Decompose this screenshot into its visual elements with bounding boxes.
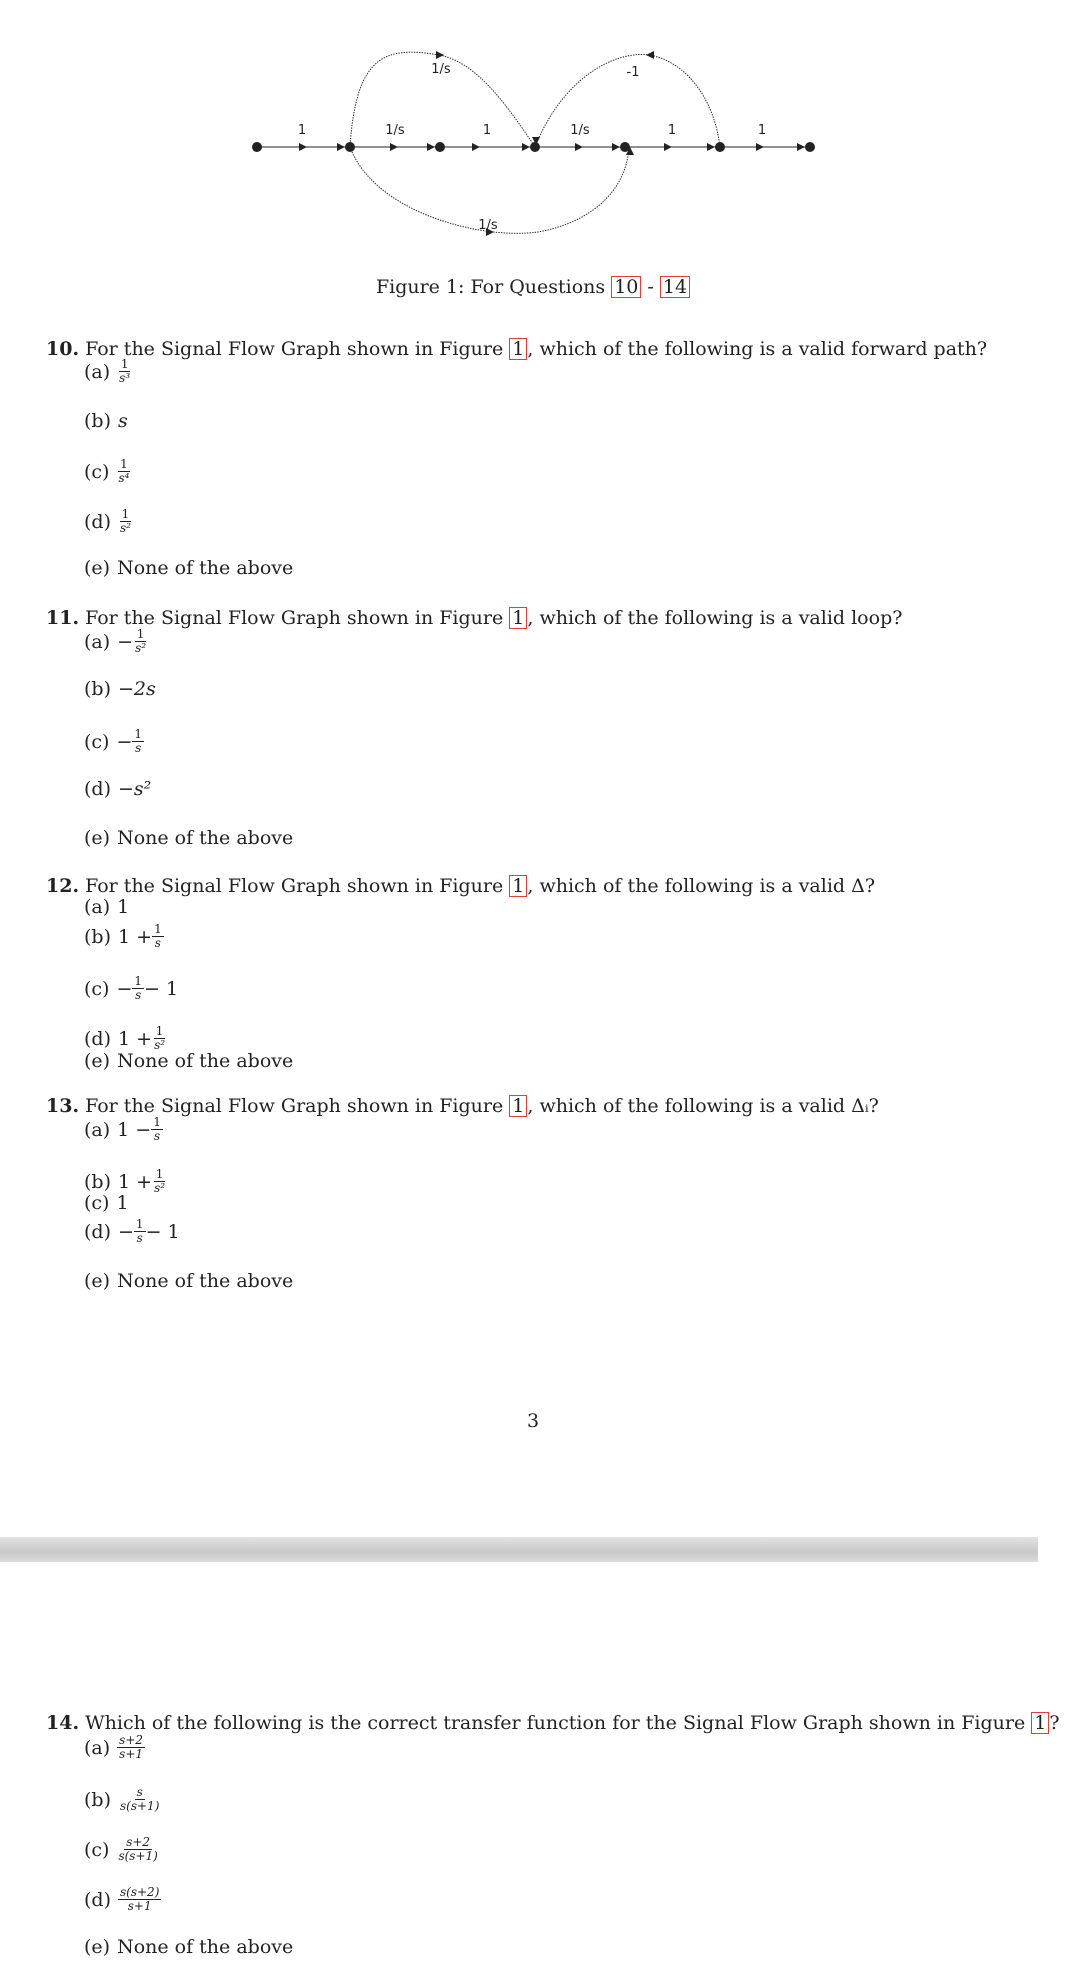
branch-label: 1 xyxy=(667,123,677,138)
fraction-numerator: 1 xyxy=(120,457,128,471)
fraction xyxy=(152,1168,167,1195)
answer-option[interactable] xyxy=(84,508,133,535)
option-prefix: − xyxy=(116,730,133,753)
option-label: (e) xyxy=(84,557,111,579)
page-separator xyxy=(0,1537,1038,1562)
fraction-numerator: 1 xyxy=(155,1024,164,1038)
option-label: (a) xyxy=(84,1118,111,1141)
caption-text: Figure 1: For Questions xyxy=(375,276,612,298)
figure-caption xyxy=(0,276,1066,298)
answer-option[interactable] xyxy=(84,728,144,755)
answer-option[interactable] xyxy=(84,628,148,655)
answer-option[interactable] xyxy=(84,896,129,918)
fraction xyxy=(118,508,133,535)
answer-option[interactable] xyxy=(84,458,131,485)
answer-option[interactable] xyxy=(84,1025,167,1052)
fraction-denominator: s(s+1) xyxy=(118,1849,158,1863)
question-text xyxy=(46,338,987,360)
option-label: (b) xyxy=(84,925,111,948)
option-label: (a) xyxy=(84,360,111,383)
question-number: 14. xyxy=(46,1712,80,1734)
page-4 xyxy=(0,1562,1038,1976)
option-prefix: 1 − xyxy=(117,1118,152,1141)
option-label: (b) xyxy=(84,1170,111,1193)
fraction xyxy=(152,1025,167,1052)
question-text xyxy=(46,1095,879,1117)
option-prefix: 1 + xyxy=(118,1027,153,1050)
answer-option[interactable] xyxy=(84,975,178,1002)
question-text xyxy=(46,875,875,897)
branch-label: 1 xyxy=(482,123,492,138)
option-label: (e) xyxy=(84,1270,111,1292)
caption-separator: - xyxy=(641,276,660,298)
node xyxy=(252,142,262,152)
question-text xyxy=(46,1712,1060,1734)
arrow-icon xyxy=(472,143,480,151)
option-value: None of the above xyxy=(117,1050,294,1072)
answer-option[interactable] xyxy=(84,1936,293,1958)
fraction-numerator: 1 xyxy=(136,627,145,641)
fraction-denominator: s² xyxy=(135,641,147,655)
signal-flow-graph xyxy=(240,40,820,250)
answer-option[interactable] xyxy=(84,1192,129,1214)
node xyxy=(435,142,445,152)
fraction-denominator: s(s+1) xyxy=(120,1799,160,1813)
fraction-denominator: s³ xyxy=(119,371,131,385)
fraction xyxy=(132,975,144,1002)
option-prefix: 1 + xyxy=(118,925,153,948)
arrow-icon xyxy=(390,143,398,151)
fraction xyxy=(134,1218,146,1245)
option-label: (d) xyxy=(84,1888,111,1911)
fraction-denominator: s xyxy=(136,1231,143,1245)
question-number: 11. xyxy=(46,607,80,629)
option-prefix: − xyxy=(118,1220,134,1243)
branch-label: -1 xyxy=(626,65,640,80)
fraction xyxy=(117,358,132,385)
fraction xyxy=(132,728,144,755)
option-suffix: − 1 xyxy=(144,977,179,1000)
answer-option[interactable] xyxy=(84,1218,180,1245)
node xyxy=(345,142,355,152)
arrow-icon xyxy=(664,143,672,151)
question-body: For the Signal Flow Graph shown in Figure xyxy=(79,875,510,897)
arrow-icon xyxy=(299,143,307,151)
fraction-denominator: s xyxy=(154,936,161,950)
question-body: , which of the following is a valid loop? xyxy=(527,607,903,629)
question-text xyxy=(46,607,902,629)
question-body: , which of the following is a valid Δᵢ? xyxy=(527,1095,879,1117)
answer-option[interactable] xyxy=(84,1786,161,1813)
option-label: (b) xyxy=(84,678,111,700)
figure-ref-link[interactable]: 1 xyxy=(509,875,527,897)
fraction xyxy=(116,458,131,485)
arrow-icon xyxy=(522,143,530,151)
question-number: 13. xyxy=(46,1095,80,1117)
answer-option[interactable] xyxy=(84,1734,145,1761)
fraction xyxy=(118,1886,161,1913)
fraction-denominator: s² xyxy=(120,521,131,535)
fraction xyxy=(118,1786,161,1813)
answer-option[interactable] xyxy=(84,1836,160,1863)
question-ref-link[interactable]: 14 xyxy=(660,276,690,298)
option-label: (b) xyxy=(84,1788,111,1811)
fraction-numerator: 1 xyxy=(135,1217,144,1231)
option-label: (d) xyxy=(84,1220,111,1243)
fraction-numerator: s xyxy=(136,1785,143,1799)
answer-option[interactable] xyxy=(84,1168,167,1195)
option-value: None of the above xyxy=(117,1936,294,1958)
node xyxy=(805,142,815,152)
option-label: (c) xyxy=(84,460,110,483)
fraction-denominator: s² xyxy=(154,1181,166,1195)
answer-option[interactable] xyxy=(84,827,293,849)
arrow-icon xyxy=(646,51,654,59)
option-label: (a) xyxy=(84,1736,111,1759)
branch-label: 1/s xyxy=(385,123,405,138)
page-number: 3 xyxy=(526,1410,540,1432)
fraction-numerator: s+2 xyxy=(126,1835,151,1849)
fraction-numerator: 1 xyxy=(121,507,130,521)
fraction-numerator: 1 xyxy=(155,1167,164,1181)
arrow-icon xyxy=(337,143,345,151)
option-value: 1 xyxy=(116,1192,129,1214)
option-value: s xyxy=(118,410,128,432)
option-label: (e) xyxy=(84,827,111,849)
fraction-numerator: 1 xyxy=(134,974,143,988)
fraction-numerator: s+2 xyxy=(119,1733,144,1747)
arrow-icon xyxy=(575,143,583,151)
option-value: −2s xyxy=(118,678,156,700)
question-body: For the Signal Flow Graph shown in Figure xyxy=(79,338,510,360)
arrow-icon xyxy=(797,143,805,151)
arrow-icon xyxy=(427,143,435,151)
option-value: 1 xyxy=(117,896,130,918)
branch-label: 1/s xyxy=(431,62,451,77)
option-value: None of the above xyxy=(117,557,294,579)
branch-label: 1/s xyxy=(478,218,498,233)
answer-option[interactable] xyxy=(84,358,132,385)
answer-option[interactable] xyxy=(84,410,128,432)
fraction-denominator: s+1 xyxy=(127,1899,152,1913)
question-ref-link[interactable]: 10 xyxy=(611,276,641,298)
option-label: (c) xyxy=(84,730,110,753)
figure-ref-link[interactable]: 1 xyxy=(509,1095,527,1117)
option-label: (c) xyxy=(84,1838,110,1861)
option-label: (d) xyxy=(84,510,111,533)
option-value: None of the above xyxy=(117,827,294,849)
question-body: Which of the following is the correct transfer function for the Signal Flow Graph shown in Figure xyxy=(79,1712,1032,1734)
question-body: For the Signal Flow Graph shown in Figure xyxy=(79,1095,510,1117)
fraction-denominator: s xyxy=(135,988,142,1002)
fraction-denominator: s+1 xyxy=(119,1747,144,1761)
option-label: (b) xyxy=(84,410,111,432)
arrow-icon xyxy=(707,143,715,151)
answer-option[interactable] xyxy=(84,557,293,579)
option-label: (c) xyxy=(84,977,110,1000)
fraction-denominator: s⁴ xyxy=(118,471,130,485)
option-label: (e) xyxy=(84,1050,111,1072)
option-value: None of the above xyxy=(117,1270,294,1292)
question-number: 12. xyxy=(46,875,80,897)
answer-option[interactable] xyxy=(84,1116,163,1143)
branch-label: 1/s xyxy=(570,123,590,138)
answer-option[interactable] xyxy=(84,1270,293,1292)
option-label: (d) xyxy=(84,1027,111,1050)
arrow-icon xyxy=(756,143,764,151)
answer-option[interactable] xyxy=(84,778,151,800)
arrow-icon xyxy=(436,51,444,59)
option-label: (a) xyxy=(84,896,111,918)
fraction-denominator: s xyxy=(153,1129,161,1143)
branch-label: 1 xyxy=(757,123,767,138)
fraction xyxy=(133,628,148,655)
node xyxy=(715,142,725,152)
question-body: For the Signal Flow Graph shown in Figure xyxy=(79,607,510,629)
option-label: (d) xyxy=(84,778,111,800)
figure-ref-link[interactable]: 1 xyxy=(509,607,527,629)
answer-option[interactable] xyxy=(84,1886,161,1913)
option-suffix: − 1 xyxy=(145,1220,180,1243)
node xyxy=(530,142,540,152)
figure-ref-link[interactable]: 1 xyxy=(509,338,527,360)
answer-option[interactable] xyxy=(84,923,164,950)
fraction-numerator: 1 xyxy=(134,727,143,741)
option-value: −s² xyxy=(118,778,152,800)
option-label: (e) xyxy=(84,1936,111,1958)
branch-label: 1 xyxy=(297,123,307,138)
fraction xyxy=(116,1836,159,1863)
fraction xyxy=(152,923,164,950)
fraction-denominator: s² xyxy=(154,1038,166,1052)
fraction-numerator: 1 xyxy=(153,1115,161,1129)
fraction xyxy=(117,1734,145,1761)
fraction-numerator: s(s+2) xyxy=(120,1885,160,1899)
question-body: , which of the following is a valid Δ? xyxy=(527,875,876,897)
figure-ref-link[interactable]: 1 xyxy=(1031,1712,1049,1734)
question-body: , which of the following is a valid forward path? xyxy=(527,338,988,360)
question-number: 10. xyxy=(46,338,80,360)
fraction xyxy=(151,1116,163,1143)
option-label: (a) xyxy=(84,630,111,653)
fraction-numerator: 1 xyxy=(154,922,162,936)
answer-option[interactable] xyxy=(84,1050,293,1072)
option-prefix: − xyxy=(117,630,134,653)
option-prefix: − xyxy=(116,977,133,1000)
fraction-numerator: 1 xyxy=(120,357,129,371)
option-label: (c) xyxy=(84,1192,110,1214)
question-body: ? xyxy=(1049,1712,1060,1734)
fraction-denominator: s xyxy=(135,741,142,755)
answer-option[interactable] xyxy=(84,678,156,700)
arrow-icon xyxy=(612,143,620,151)
option-prefix: 1 + xyxy=(118,1170,153,1193)
